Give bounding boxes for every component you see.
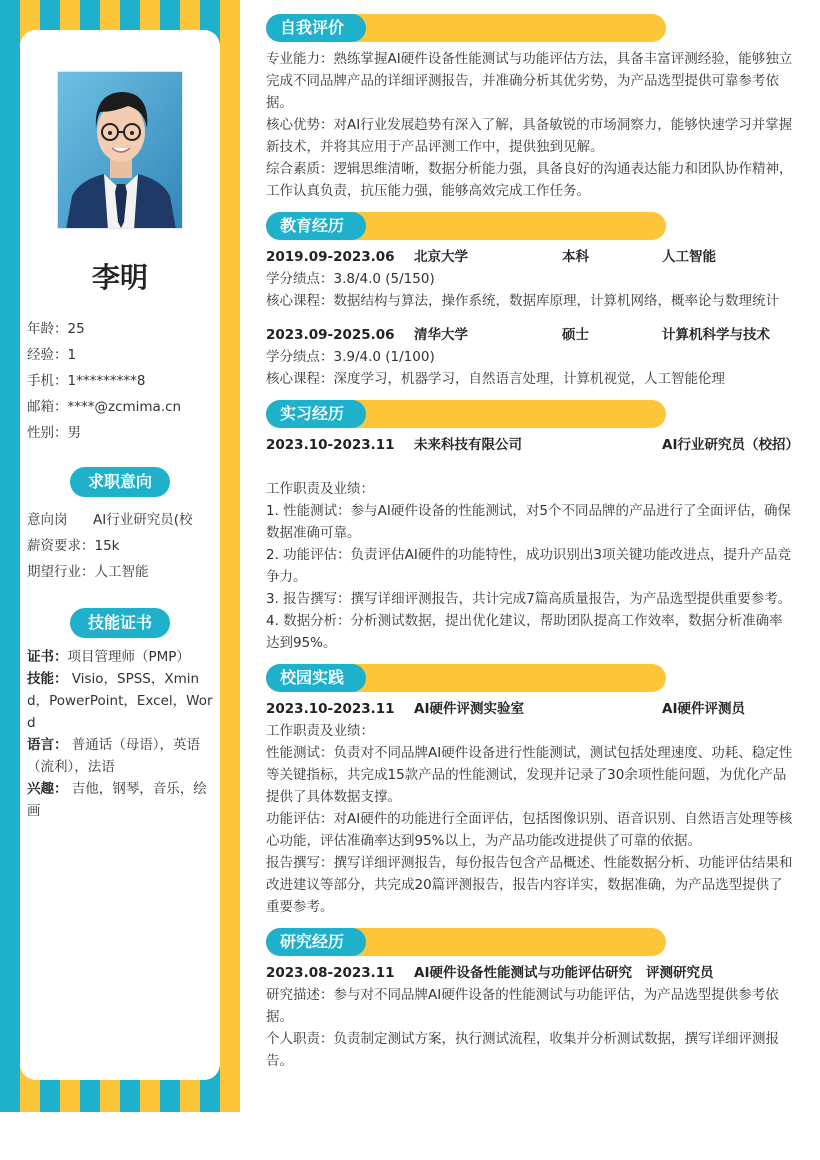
edu-major: 人工智能 [662,249,716,265]
campus-line: 工作职责及业绩： [266,723,374,739]
info-value: 男 [67,425,81,441]
self-eval-paragraph: 核心优势：对AI行业发展趋势有深入了解，具备敏锐的市场洞察力，能够快速学习并掌握新技术，并将其应用于产品评测工作中，提供独到见解。 [266,117,793,155]
intent-industry [27,563,217,589]
skill-value: Visio，SPSS，Xmind，PowerPoint，Excel，Word [27,671,213,731]
section-header-self-eval [266,14,794,42]
intent-label: 期望行业： [27,564,95,580]
campus-period: 2023.10-2023.11 [266,701,395,717]
skill-value: 项目管理师（PMP） [67,649,190,665]
edu-gpa: 学分绩点：3.9/4.0 (1/100) [266,349,435,365]
info-label: 年龄： [27,321,68,337]
intent-position [27,511,217,537]
intent-value: AI行业研究员(校 [93,512,193,528]
info-label: 性别： [27,425,68,441]
campus-line: 性能测试：负责对不同品牌AI硬件设备进行性能测试，测试包括处理速度、功耗、稳定性等关键指标，共完成15款产品的性能测试，发现并记录了30余项性能问题，为优化产品提供了具体数据支撑。 [266,745,793,805]
info-email [27,398,217,424]
campus-entry-header [266,698,794,720]
intent-salary [27,537,217,563]
section-title: 实习经历 [266,400,366,428]
education-entry-header [266,246,794,268]
profile-card [20,30,220,1080]
info-label: 经验： [27,347,68,363]
skill-value: 普通话（母语），英语（流利），法语 [27,737,201,775]
info-value: 25 [67,321,85,337]
intent-value: 15k [94,538,120,554]
internship-line: 工作职责及业绩： [266,481,374,497]
edu-school: 清华大学 [414,327,468,343]
skill-languages [27,734,215,778]
info-age [27,320,217,346]
edu-period: 2023.09-2025.06 [266,327,395,343]
info-gender [27,424,217,450]
edu-courses: 核心课程：深度学习，机器学习，自然语言处理，计算机视觉，人工智能伦理 [266,371,725,387]
intent-value: 人工智能 [94,564,149,580]
edu-major: 计算机科学与技术 [662,327,770,343]
section-title: 校园实践 [266,664,366,692]
internship-line: 3. 报告撰写：撰写详细评测报告，共计完成7篇高质量报告，为产品选型提供重要参考。 [266,591,792,607]
internship-line: 1. 性能测试：参与AI硬件设备的性能测试，对5个不同品牌的产品进行了全面评估，确保数据准确可靠。 [266,503,791,541]
skill-certificate [27,646,215,668]
section-title: 研究经历 [266,928,366,956]
basic-info [27,320,217,450]
research-line: 个人职责：负责制定测试方案，执行测试流程，收集并分析测试数据，撰写详细评测报告。 [266,1031,779,1069]
candidate-name: 李明 [91,261,148,294]
research-line: 研究描述：参与对不同品牌AI硬件设备的性能测试与功能评估，为产品选型提供参考依据。 [266,987,779,1025]
skill-label: 证书： [27,649,68,665]
edu-degree: 硕士 [562,327,589,343]
skill-tools [27,668,215,734]
campus-org: AI硬件评测实验室 [414,701,524,717]
edu-gpa: 学分绩点：3.8/4.0 (5/150) [266,271,435,287]
research-project: AI硬件设备性能测试与功能评估研究 [414,965,632,981]
edu-degree: 本科 [562,249,589,265]
research-period: 2023.08-2023.11 [266,965,395,981]
skills-list [27,646,215,822]
edu-period: 2019.09-2023.06 [266,249,395,265]
research-entry-header [266,962,794,984]
campus-line: 功能评估：对AI硬件的功能进行全面评估，包括图像识别、语音识别、自然语言处理等核心功能，评估准确率达到95%以上，为产品功能改进提供了可靠的依据。 [266,811,793,849]
section-header-education [266,212,794,240]
sidebar [0,0,240,1112]
info-value: ****@zcmima.cn [67,399,182,415]
campus-role: AI硬件评测员 [662,701,745,717]
section-header-research [266,928,794,956]
skill-label: 技能： [27,671,68,687]
info-experience [27,346,217,372]
intern-role: AI行业研究员（校招） [662,437,799,453]
intern-period: 2023.10-2023.11 [266,437,395,453]
info-phone [27,372,217,398]
edu-school: 北京大学 [414,249,468,265]
section-header-internship [266,400,794,428]
edu-courses: 核心课程：数据结构与算法，操作系统，数据库原理，计算机网络，概率论与数理统计 [266,293,779,309]
education-entry-header [266,324,794,346]
skill-value: 吉他，钢琴，音乐，绘画 [27,781,207,819]
section-title: 自我评价 [266,14,366,42]
intern-company: 未来科技有限公司 [414,437,522,453]
profile-photo [57,71,183,229]
info-label: 邮箱： [27,399,68,415]
main-content [266,14,799,1072]
info-value: 1*********8 [67,373,146,389]
self-eval-paragraph: 综合素质：逻辑思维清晰，数据分析能力强，具备良好的沟通表达能力和团队协作精神，工作认真负责，抗压能力强，能够高效完成工作任务。 [266,161,793,199]
job-intent [27,511,217,589]
portrait-image [58,72,183,229]
info-label: 手机： [27,373,68,389]
self-eval-paragraph: 专业能力：熟练掌握AI硬件设备性能测试与功能评估方法，具备丰富评测经验，能够独立完成不同品牌产品的详细评测报告，并准确分析其优劣势，为产品选型提供可靠参考依据。 [266,51,793,111]
campus-line: 报告撰写：撰写详细评测报告，每份报告包含产品概述、性能数据分析、功能评估结果和改进建议等部分，共完成20篇评测报告，报告内容详实，数据准确，为产品选型提供了重要参考。 [266,855,793,915]
section-title: 教育经历 [266,212,366,240]
internship-line: 4. 数据分析：分析测试数据，提出优化建议，帮助团队提高工作效率，数据分析准确率达到95%。 [266,613,783,651]
internship-line: 2. 功能评估：负责评估AI硬件的功能特性，成功识别出3项关键功能改进点，提升产品竞争力。 [266,547,791,585]
intent-label: 薪资要求： [27,538,95,554]
section-header-campus [266,664,794,692]
internship-entry-header [266,434,799,478]
skill-interests [27,778,215,822]
skills-heading: 技能证书 [70,608,170,638]
info-value: 1 [67,347,77,363]
intent-label: 意向岗 [27,512,68,528]
skill-label: 兴趣： [27,781,68,797]
research-role: 评测研究员 [646,965,714,981]
intent-heading: 求职意向 [70,467,170,497]
skill-label: 语言： [27,737,68,753]
